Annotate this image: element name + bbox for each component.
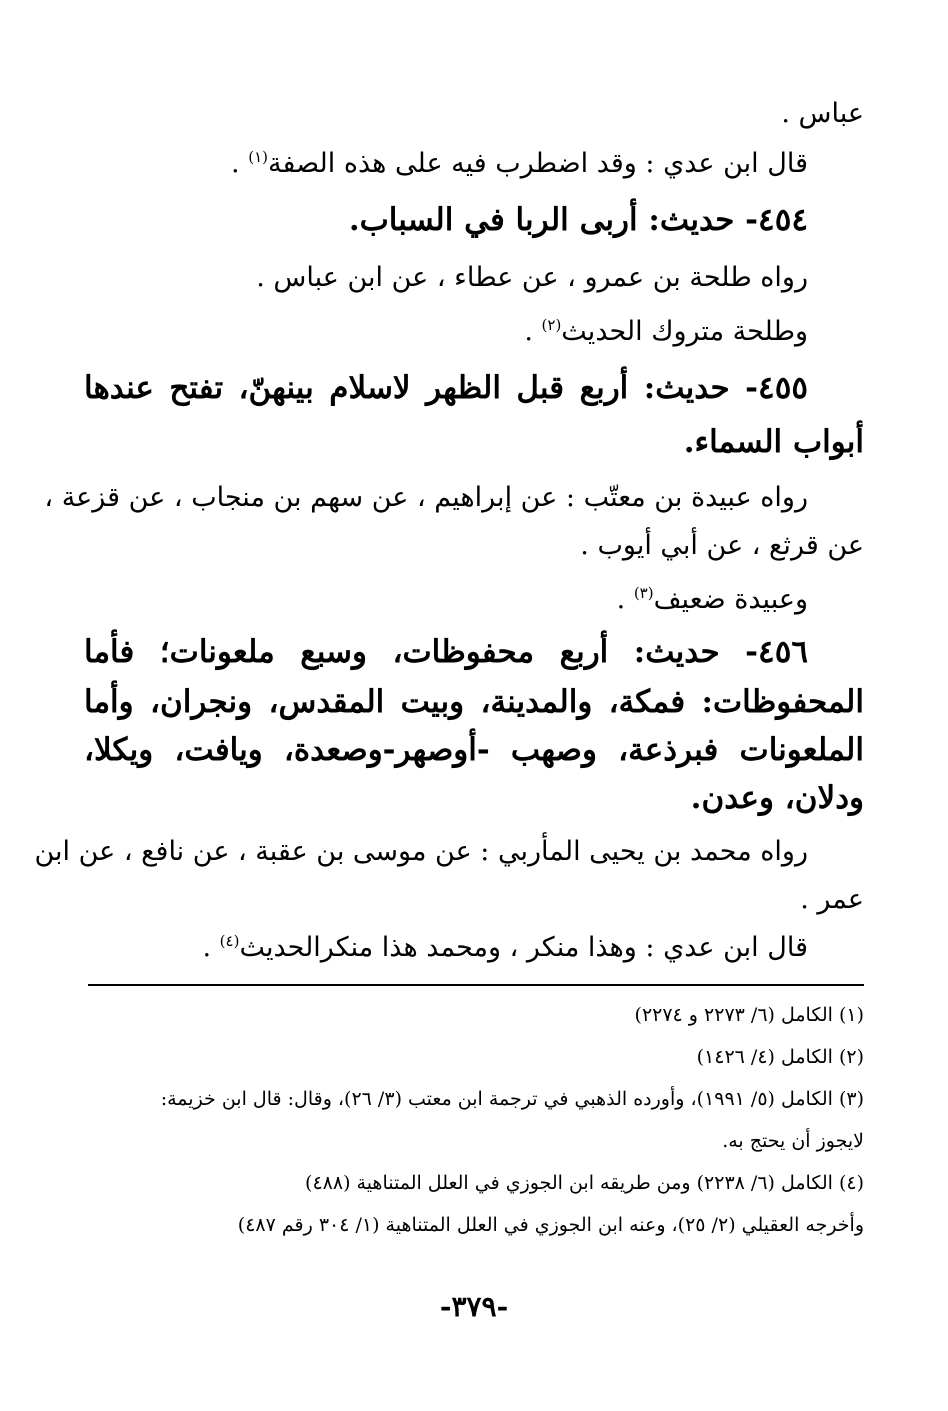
hadith-heading-456-cont: ودلان، وعدن. [690,780,864,816]
hadith-heading-456-cont: الملعونات فبرذعة، وصهب -أوصهر-وصعدة، ويافت، ويكلا، [84,732,864,768]
text-line: رواه طلحة بن عمرو ، عن عطاء ، عن ابن عباس . [256,262,808,293]
footnote-ref[interactable]: (٤) [219,932,240,950]
text-line: وطلحة متروك الحديث$^{(٢)}$ . [524,316,808,347]
text-line: وعبيدة ضعيف$^{(٣)}$ . [616,584,808,615]
footnote-4-cont: وأخرجه العقيلي (٢/ ٢٥)، وعنه ابن الجوزي في العلل المتناهية (١/ ٣٠٤ رقم ٤٨٧) [237,1214,864,1236]
footnote-3: (٣) الكامل (٥/ ١٩٩١)، وأورده الذهبي في ترجمة ابن معتب (٣/ ٢٦)، وقال: قال ابن خزيمة: [160,1088,864,1110]
footnote-divider [88,984,864,986]
text-line: رواه عبيدة بن معتّب : عن إبراهيم ، عن سهم بن منجاب ، عن قزعة ، [44,482,808,513]
hadith-heading-455-cont: أبواب السماء. [683,424,864,460]
footnote-4: (٤) الكامل (٦/ ٢٢٣٨) ومن طريقه ابن الجوزي في العلل المتناهية (٤٨٨) [305,1172,864,1194]
text-line: قال ابن عدي : وقد اضطرب فيه على هذه الصفة$^{(١)}$ . [231,148,808,179]
footnote-ref[interactable]: (٣) [633,584,654,602]
hadith-heading-456-cont: المحفوظات: فمكة، والمدينة، وبيت المقدس، ونجران، وأما [84,684,864,720]
footnote-ref[interactable]: (١) [248,148,268,166]
hadith-heading-456: ٤٥٦- حديث: أربع محفوظات، وسبع ملعونات؛ فأما [84,634,808,670]
text-line: قال ابن عدي : وهذا منكر ، ومحمد هذا منكرالحديث$^{(٤)}$ . [202,932,808,963]
text-line: رواه محمد بن يحيى المأربي : عن موسى بن عقبة ، عن نافع ، عن ابن [34,836,808,867]
footnote-ref[interactable]: (٢) [541,316,562,334]
text-line: عمر . [800,884,864,915]
page-number: -٣٧٩- [439,1290,509,1323]
hadith-heading-454: ٤٥٤- حديث: أربى الربا في السباب. [348,202,808,238]
footnote-3-cont: لايجوز أن يحتج به. [722,1130,864,1152]
footnote-2: (٢) الكامل (٤/ ١٤٢٦) [696,1046,864,1068]
hadith-heading-455: ٤٥٥- حديث: أربع قبل الظهر لاسلام بينهنّ، تفتح عندها [84,370,808,406]
text-line: عن قرثع ، عن أبي أيوب . [580,530,864,561]
footnote-1: (١) الكامل (٦/ ٢٢٧٣ و ٢٢٧٤) [634,1004,864,1026]
text-line: عباس . [781,98,864,129]
